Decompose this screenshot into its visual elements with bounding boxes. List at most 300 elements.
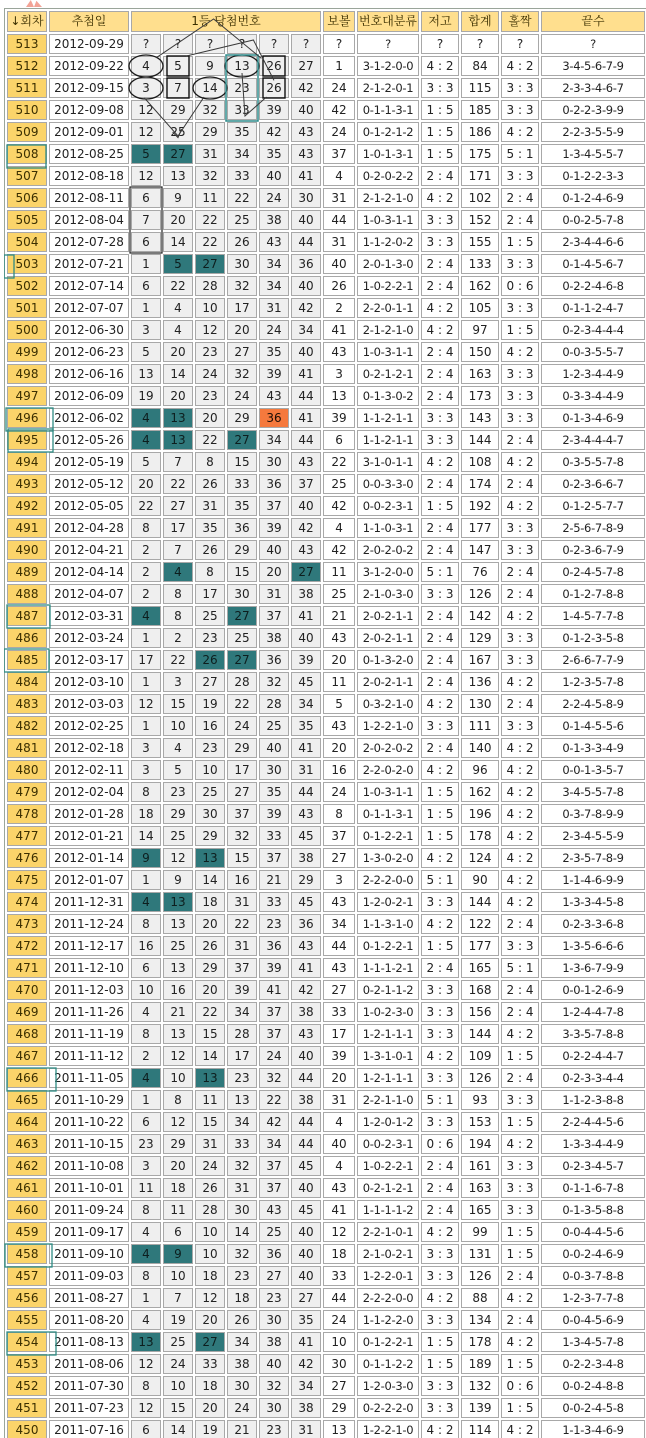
tail-cell: 0-1-2-3-5-8	[541, 628, 645, 648]
number-cell: 29	[163, 804, 193, 824]
number-cell: 4	[131, 430, 161, 450]
tail-cell: 1-2-4-4-7-8	[541, 1002, 645, 1022]
class-cell: 2-0-2-0-2	[357, 540, 419, 560]
table-row	[7, 1090, 645, 1110]
class-cell: 1-1-0-3-1	[357, 518, 419, 538]
results-body	[7, 34, 645, 1438]
number-cell: 15	[195, 1112, 225, 1132]
tail-cell: 1-3-5-6-6-6	[541, 936, 645, 956]
oddeven-cell: 3 : 3	[501, 1156, 539, 1176]
date-cell: 2012-02-25	[49, 716, 129, 736]
number-cell: 4	[131, 1002, 161, 1022]
sum-cell: 161	[461, 1156, 499, 1176]
tail-cell: 0-0-2-4-8-8	[541, 1376, 645, 1396]
number-cell: 25	[163, 936, 193, 956]
lowhigh-cell: 4 : 2	[421, 848, 459, 868]
tail-cell: 0-2-2-4-6-8	[541, 276, 645, 296]
oddeven-cell: 4 : 2	[501, 496, 539, 516]
sum-cell: 143	[461, 408, 499, 428]
class-cell: 1-3-1-0-1	[357, 1046, 419, 1066]
number-cell: 3	[131, 320, 161, 340]
number-cell: 20	[195, 408, 225, 428]
oddeven-cell: 1 : 5	[501, 1244, 539, 1264]
number-cell: 44	[291, 232, 321, 252]
lowhigh-cell: 1 : 5	[421, 826, 459, 846]
class-cell: 1-0-3-1-1	[357, 210, 419, 230]
number-cell: 40	[259, 1354, 289, 1374]
lowhigh-cell: 4 : 2	[421, 56, 459, 76]
round-cell: 451	[7, 1398, 47, 1418]
bonus-cell: 42	[323, 100, 355, 120]
round-cell: 473	[7, 914, 47, 934]
number-cell: ?	[291, 34, 321, 54]
bonus-cell: 43	[323, 716, 355, 736]
odd-even-header: 홀짝	[501, 11, 539, 32]
number-cell: 34	[291, 1376, 321, 1396]
number-cell: 42	[291, 78, 321, 98]
bonus-cell: 5	[323, 694, 355, 714]
number-cell: 38	[259, 628, 289, 648]
oddeven-cell: 4 : 2	[501, 1332, 539, 1352]
bonus-cell: 33	[323, 1266, 355, 1286]
lowhigh-cell: ?	[421, 34, 459, 54]
class-cell: 3-1-0-1-1	[357, 452, 419, 472]
date-cell: 2012-02-18	[49, 738, 129, 758]
round-cell: 470	[7, 980, 47, 1000]
round-cell: 458	[7, 1244, 47, 1264]
number-cell: 32	[259, 1376, 289, 1396]
tail-cell: 3-4-5-6-7-9	[541, 56, 645, 76]
bonus-cell: 2	[323, 298, 355, 318]
number-cell: 39	[259, 804, 289, 824]
number-cell: 24	[227, 716, 257, 736]
date-cell: 2012-07-14	[49, 276, 129, 296]
number-cell: 43	[291, 936, 321, 956]
number-cell: 14	[163, 232, 193, 252]
sum-cell: 165	[461, 1200, 499, 1220]
round-cell: 506	[7, 188, 47, 208]
number-cell: 5	[163, 254, 193, 274]
number-cell: 29	[227, 408, 257, 428]
number-cell: 44	[291, 1112, 321, 1132]
sum-cell: 147	[461, 540, 499, 560]
number-cell: 39	[259, 100, 289, 120]
date-cell: 2011-11-26	[49, 1002, 129, 1022]
number-cell: 30	[291, 188, 321, 208]
date-cell: 2011-08-27	[49, 1288, 129, 1308]
cursor-fragment	[26, 0, 42, 7]
oddeven-cell: 3 : 3	[501, 78, 539, 98]
date-cell: 2011-07-23	[49, 1398, 129, 1418]
round-cell: 490	[7, 540, 47, 560]
round-cell: 466	[7, 1068, 47, 1088]
tail-cell: 0-0-3-7-8-8	[541, 1266, 645, 1286]
number-cell: 19	[163, 1310, 193, 1330]
number-cell: 20	[195, 914, 225, 934]
sum-cell: 126	[461, 584, 499, 604]
number-cell: 42	[259, 1112, 289, 1132]
table-row	[7, 430, 645, 450]
lowhigh-cell: 0 : 6	[421, 1134, 459, 1154]
number-cell: 30	[227, 1376, 257, 1396]
table-row	[7, 298, 645, 318]
number-cell: 21	[259, 870, 289, 890]
bonus-cell: 44	[323, 1288, 355, 1308]
oddeven-cell: 2 : 4	[501, 914, 539, 934]
oddeven-cell: 1 : 5	[501, 232, 539, 252]
number-cell: 20	[195, 1398, 225, 1418]
class-cell: 0-2-1-1-2	[357, 980, 419, 1000]
number-cell: 18	[163, 1178, 193, 1198]
number-cell: 44	[291, 1134, 321, 1154]
oddeven-cell: 5 : 1	[501, 144, 539, 164]
number-cell: 33	[227, 1134, 257, 1154]
number-cell: 25	[195, 606, 225, 626]
tail-cell: 0-3-3-4-4-9	[541, 386, 645, 406]
number-cell: 7	[163, 78, 193, 98]
class-cell: 0-0-2-3-1	[357, 496, 419, 516]
date-cell: 2011-12-10	[49, 958, 129, 978]
tail-cell: 0-0-4-4-5-6	[541, 1222, 645, 1242]
number-cell: 30	[259, 1310, 289, 1330]
date-cell: 2012-06-23	[49, 342, 129, 362]
sum-cell: 173	[461, 386, 499, 406]
bonus-cell: 27	[323, 1376, 355, 1396]
lowhigh-cell: 3 : 3	[421, 1068, 459, 1088]
sum-cell: 96	[461, 760, 499, 780]
date-cell: 2012-06-30	[49, 320, 129, 340]
number-cell: 30	[259, 1398, 289, 1418]
round-sort-header[interactable]: ↓회차	[7, 11, 47, 32]
round-cell: 491	[7, 518, 47, 538]
table-row	[7, 870, 645, 890]
round-cell: 509	[7, 122, 47, 142]
bonus-cell: 18	[323, 1244, 355, 1264]
oddeven-cell: 4 : 2	[501, 56, 539, 76]
lowhigh-cell: 3 : 3	[421, 892, 459, 912]
date-cell: 2012-04-14	[49, 562, 129, 582]
date-cell: 2011-09-17	[49, 1222, 129, 1242]
number-cell: 36	[291, 254, 321, 274]
number-cell: 8	[131, 518, 161, 538]
lowhigh-cell: 3 : 3	[421, 1112, 459, 1132]
number-cell: 12	[163, 1112, 193, 1132]
number-cell: 6	[131, 958, 161, 978]
tail-cell: 2-2-4-4-5-6	[541, 1112, 645, 1132]
number-cell: 41	[291, 1332, 321, 1352]
oddeven-cell: 1 : 5	[501, 1112, 539, 1132]
class-cell: 0-2-1-2-1	[357, 364, 419, 384]
tail-cell: 2-2-4-5-8-9	[541, 694, 645, 714]
sum-cell: 108	[461, 452, 499, 472]
number-cell: 4	[131, 1310, 161, 1330]
table-row	[7, 958, 645, 978]
number-cell: 35	[259, 342, 289, 362]
date-cell: 2011-10-22	[49, 1112, 129, 1132]
number-cell: 11	[195, 1090, 225, 1110]
number-cell: 40	[291, 1178, 321, 1198]
number-cell: 27	[227, 342, 257, 362]
round-cell: 512	[7, 56, 47, 76]
oddeven-cell: 0 : 6	[501, 276, 539, 296]
lowhigh-cell: 2 : 4	[421, 342, 459, 362]
round-cell: 459	[7, 1222, 47, 1242]
number-cell: 15	[195, 1024, 225, 1044]
number-cell: 11	[131, 1178, 161, 1198]
round-cell: 508	[7, 144, 47, 164]
number-cell: 15	[163, 1398, 193, 1418]
number-cell: 28	[227, 1024, 257, 1044]
bonus-cell: 24	[323, 1310, 355, 1330]
lowhigh-cell: 2 : 4	[421, 1178, 459, 1198]
number-cell: 40	[291, 496, 321, 516]
table-row	[7, 100, 645, 120]
bonus-cell: 3	[323, 364, 355, 384]
number-cell: 24	[163, 1354, 193, 1374]
sum-cell: 115	[461, 78, 499, 98]
number-cell: 5	[163, 56, 193, 76]
number-cell: 12	[131, 122, 161, 142]
sum-cell: 93	[461, 1090, 499, 1110]
number-cell: 27	[291, 56, 321, 76]
number-cell: 13	[163, 914, 193, 934]
tail-cell: 0-2-3-4-4-4	[541, 320, 645, 340]
number-cell: 14	[195, 78, 225, 98]
number-cell: 20	[131, 474, 161, 494]
number-cell: 10	[163, 1068, 193, 1088]
number-cell: 18	[131, 804, 161, 824]
bonus-cell: 17	[323, 1024, 355, 1044]
number-cell: 44	[291, 386, 321, 406]
class-cell: 1-1-2-2-0	[357, 1310, 419, 1330]
number-cell: 3	[131, 78, 161, 98]
number-cell: 6	[131, 1112, 161, 1132]
table-row	[7, 1332, 645, 1352]
date-cell: 2012-06-02	[49, 408, 129, 428]
lowhigh-cell: 4 : 2	[421, 188, 459, 208]
date-cell: 2012-09-29	[49, 34, 129, 54]
sum-cell: 144	[461, 1024, 499, 1044]
oddeven-cell: 4 : 2	[501, 342, 539, 362]
number-cell: 18	[195, 1376, 225, 1396]
number-cell: 31	[227, 1178, 257, 1198]
table-row	[7, 364, 645, 384]
number-cell: 20	[163, 210, 193, 230]
class-cell: 2-0-1-3-0	[357, 254, 419, 274]
number-cell: 12	[131, 1354, 161, 1374]
class-cell: 1-1-2-1-1	[357, 408, 419, 428]
sum-cell: 134	[461, 1310, 499, 1330]
number-cell: 38	[291, 584, 321, 604]
number-cell: 43	[259, 386, 289, 406]
number-cell: 12	[163, 848, 193, 868]
bonus-cell: 11	[323, 672, 355, 692]
tail-cell: 0-1-1-2-4-7	[541, 298, 645, 318]
number-cell: 29	[227, 540, 257, 560]
number-cell: 1	[131, 298, 161, 318]
bonus-cell: 41	[323, 1200, 355, 1220]
sum-cell: 165	[461, 958, 499, 978]
sum-cell: ?	[461, 34, 499, 54]
number-cell: 23	[131, 1134, 161, 1154]
tail-cell: 1-4-5-7-7-8	[541, 606, 645, 626]
sum-cell: 171	[461, 166, 499, 186]
number-cell: 13	[163, 958, 193, 978]
date-cell: 2012-04-07	[49, 584, 129, 604]
oddeven-cell: 3 : 3	[501, 1200, 539, 1220]
number-cell: 25	[259, 716, 289, 736]
round-cell: 501	[7, 298, 47, 318]
number-cell: 19	[195, 694, 225, 714]
sum-cell: 84	[461, 56, 499, 76]
class-cell: 1-0-3-1-1	[357, 782, 419, 802]
number-cell: 37	[227, 804, 257, 824]
lowhigh-cell: 2 : 4	[421, 254, 459, 274]
number-cell: 29	[163, 1134, 193, 1154]
round-cell: 504	[7, 232, 47, 252]
date-cell: 2012-05-12	[49, 474, 129, 494]
date-cell: 2012-01-07	[49, 870, 129, 890]
number-cell: 27	[227, 782, 257, 802]
number-cell: 28	[259, 694, 289, 714]
date-cell: 2012-05-19	[49, 452, 129, 472]
table-row	[7, 56, 645, 76]
class-cell: 0-1-3-2-0	[357, 650, 419, 670]
oddeven-cell: 3 : 3	[501, 386, 539, 406]
number-cell: 9	[163, 188, 193, 208]
number-cell: 38	[291, 1002, 321, 1022]
tail-cell: 2-3-5-7-8-9	[541, 848, 645, 868]
oddeven-cell: 4 : 2	[501, 672, 539, 692]
number-cell: 37	[259, 848, 289, 868]
number-cell: 26	[227, 1310, 257, 1330]
table-row	[7, 254, 645, 274]
date-cell: 2012-09-15	[49, 78, 129, 98]
table-row	[7, 1244, 645, 1264]
bonus-cell: 6	[323, 430, 355, 450]
class-cell: 1-1-1-1-2	[357, 1200, 419, 1220]
round-cell: 489	[7, 562, 47, 582]
number-cell: 41	[291, 606, 321, 626]
number-cell: 4	[163, 320, 193, 340]
number-class-header: 번호대분류	[357, 11, 419, 32]
sum-cell: 185	[461, 100, 499, 120]
number-cell: 23	[195, 628, 225, 648]
round-cell: 484	[7, 672, 47, 692]
date-cell: 2011-10-08	[49, 1156, 129, 1176]
number-cell: 4	[131, 56, 161, 76]
table-row	[7, 1134, 645, 1154]
number-cell: ?	[195, 34, 225, 54]
number-cell: 39	[259, 958, 289, 978]
sum-cell: 140	[461, 738, 499, 758]
class-cell: 1-0-2-2-1	[357, 1156, 419, 1176]
lowhigh-cell: 3 : 3	[421, 1310, 459, 1330]
number-cell: 44	[291, 430, 321, 450]
round-cell: 486	[7, 628, 47, 648]
round-cell: 455	[7, 1310, 47, 1330]
date-cell: 2011-09-24	[49, 1200, 129, 1220]
sum-cell: 152	[461, 210, 499, 230]
number-cell: 32	[227, 276, 257, 296]
number-cell: 23	[259, 1288, 289, 1308]
oddeven-cell: 3 : 3	[501, 716, 539, 736]
lowhigh-cell: 1 : 5	[421, 1332, 459, 1352]
number-cell: 14	[227, 1222, 257, 1242]
number-cell: 34	[291, 694, 321, 714]
number-cell: 35	[195, 518, 225, 538]
number-cell: 10	[195, 1244, 225, 1264]
bonus-cell: 4	[323, 1112, 355, 1132]
round-cell: 460	[7, 1200, 47, 1220]
number-cell: 42	[291, 518, 321, 538]
bonus-cell: 4	[323, 1156, 355, 1176]
number-cell: 31	[227, 892, 257, 912]
class-cell: 2-2-0-1-1	[357, 298, 419, 318]
table-row	[7, 650, 645, 670]
round-cell: 505	[7, 210, 47, 230]
number-cell: 1	[131, 1090, 161, 1110]
number-cell: 3	[131, 738, 161, 758]
table-row	[7, 78, 645, 98]
bonus-cell: 43	[323, 892, 355, 912]
table-row	[7, 1156, 645, 1176]
number-cell: 34	[259, 1134, 289, 1154]
number-cell: 4	[131, 892, 161, 912]
number-cell: 31	[259, 298, 289, 318]
oddeven-cell: 2 : 4	[501, 562, 539, 582]
round-cell: 480	[7, 760, 47, 780]
number-cell: 26	[195, 1178, 225, 1198]
tail-cell: 2-3-3-4-6-7	[541, 78, 645, 98]
number-cell: 2	[131, 562, 161, 582]
number-cell: 8	[131, 1200, 161, 1220]
number-cell: 27	[227, 650, 257, 670]
round-cell: 468	[7, 1024, 47, 1044]
date-cell: 2012-09-08	[49, 100, 129, 120]
lowhigh-cell: 2 : 4	[421, 1156, 459, 1176]
sum-cell: 142	[461, 606, 499, 626]
round-cell: 464	[7, 1112, 47, 1132]
number-cell: 4	[131, 606, 161, 626]
sum-header: 합계	[461, 11, 499, 32]
number-cell: 34	[227, 1332, 257, 1352]
number-cell: 40	[259, 166, 289, 186]
number-cell: 4	[131, 1222, 161, 1242]
round-cell: 471	[7, 958, 47, 978]
number-cell: 25	[163, 1332, 193, 1352]
round-cell: 456	[7, 1288, 47, 1308]
date-cell: 2011-07-16	[49, 1420, 129, 1438]
tail-cell: 0-0-3-5-5-7	[541, 342, 645, 362]
tail-cell: 0-1-3-4-6-9	[541, 408, 645, 428]
tail-cell: 1-2-3-5-7-8	[541, 672, 645, 692]
number-cell: 29	[291, 870, 321, 890]
number-cell: 30	[227, 1200, 257, 1220]
number-cell: 43	[291, 540, 321, 560]
oddeven-cell: 2 : 4	[501, 188, 539, 208]
class-cell: 3-1-2-0-0	[357, 562, 419, 582]
number-cell: 24	[195, 364, 225, 384]
table-row	[7, 540, 645, 560]
number-cell: 4	[163, 562, 193, 582]
number-cell: 10	[163, 1376, 193, 1396]
number-cell: 45	[291, 672, 321, 692]
sum-cell: 150	[461, 342, 499, 362]
date-cell: 2011-09-10	[49, 1244, 129, 1264]
lowhigh-cell: 3 : 3	[421, 584, 459, 604]
number-cell: 34	[227, 1112, 257, 1132]
